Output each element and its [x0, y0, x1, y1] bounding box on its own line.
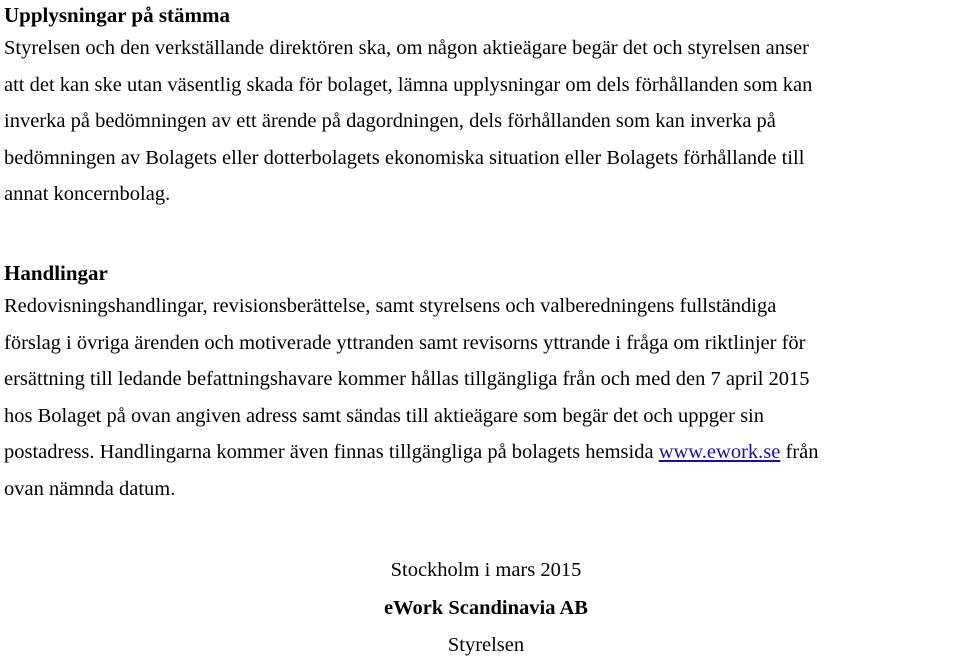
paragraph-line: ovan nämnda datum.	[4, 477, 176, 500]
paragraph-line	[4, 434, 956, 471]
section-meeting-information	[4, 3, 956, 213]
paragraph-line: annat koncernbolag.	[4, 183, 171, 205]
document-page	[4, 0, 956, 656]
section-paragraph	[4, 30, 956, 213]
section-paragraph	[4, 288, 956, 507]
paragraph-text: från	[780, 441, 819, 463]
section-heading: Handlingar	[4, 261, 108, 285]
section-heading: Upplysningar på stämma	[4, 3, 230, 27]
paragraph-text: postadress. Handlingarna kommer även finnas tillgängliga på bolagets hemsida	[4, 441, 659, 463]
website-link[interactable]: www.ework.se	[658, 441, 781, 463]
signature-block	[4, 552, 960, 665]
paragraph-line: inverka på bedömningen av ett ärende på dagordningen, dels förhållanden som kan inverka på	[4, 110, 776, 132]
signer: Styrelsen	[447, 634, 525, 656]
section-documents	[4, 258, 956, 507]
paragraph-line: hos Bolaget på ovan angiven adress samt sändas till aktieägare som begär det och uppger sin	[4, 404, 764, 427]
place-date: Stockholm i mars 2015	[390, 559, 582, 581]
paragraph-line: Redovisningshandlingar, revisionsberättelse, samt styrelsens och valberedningens fullständiga	[4, 295, 777, 317]
paragraph-line: Styrelsen och den verkställande direktören ska, om någon aktieägare begär det och styrelsen anser	[4, 37, 809, 59]
company-name: eWork Scandinavia AB	[384, 596, 588, 619]
paragraph-line: förslag i övriga ärenden och motiverade yttranden samt revisorns yttrande i fråga om riktlinjer för	[4, 331, 806, 354]
paragraph-line: bedömningen av Bolagets eller dotterbolagets ekonomiska situation eller Bolagets förhållande till	[4, 146, 805, 169]
paragraph-line: ersättning till ledande befattningshavare kommer hållas tillgängliga från och med den 7 april 2015	[4, 368, 810, 390]
paragraph-line: att det kan ske utan väsentlig skada för bolaget, lämna upplysningar om dels förhållanden som kan	[4, 73, 813, 96]
